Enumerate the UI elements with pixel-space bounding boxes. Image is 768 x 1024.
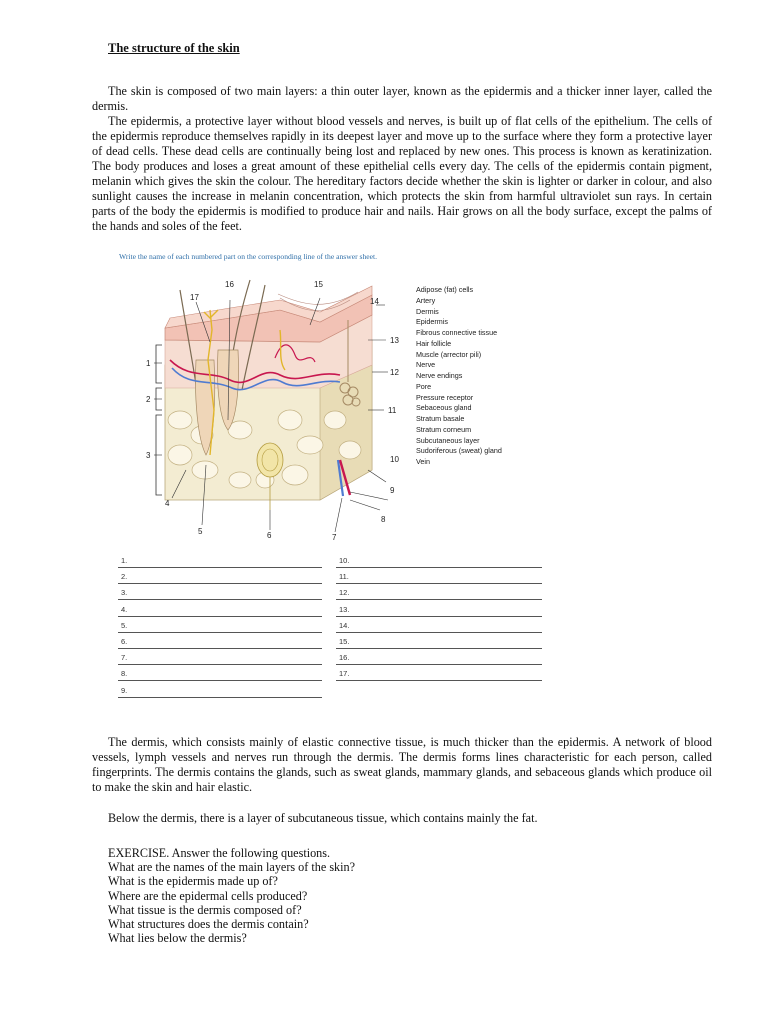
page-title: The structure of the skin: [108, 41, 240, 55]
term-item: Pore: [416, 381, 432, 391]
term-item: Sebaceous gland: [416, 403, 472, 413]
term-item: Muscle (arrector pili): [416, 349, 482, 359]
exercise-heading: EXERCISE. Answer the following questions.: [108, 846, 331, 860]
term-item: Artery: [416, 295, 436, 305]
answer-line-2[interactable]: 2.: [118, 572, 322, 582]
term-item: Hair follicle: [416, 338, 452, 348]
diagram-label-4: 4: [165, 499, 170, 508]
answer-line-8[interactable]: 8.: [118, 669, 322, 679]
term-item: Dermis: [416, 306, 439, 316]
term-item: Stratum corneum: [416, 424, 472, 434]
term-item: Fibrous connective tissue: [416, 328, 498, 337]
term-item: Adipose (fat) cells: [416, 285, 474, 294]
diagram-label-11: 11: [388, 406, 397, 415]
diagram-label-13: 13: [390, 336, 399, 345]
answer-line-7[interactable]: 7.: [118, 653, 322, 663]
answer-line-16[interactable]: 16.: [336, 653, 542, 663]
skin-cross-section-diagram: [110, 270, 410, 550]
answer-line-10[interactable]: 10.: [336, 556, 542, 566]
figure-instruction: Write the name of each numbered part on the corresponding line of the answer sheet.: [119, 252, 377, 261]
diagram-label-8: 8: [381, 515, 386, 524]
answer-line-14[interactable]: 14.: [336, 621, 542, 631]
answer-line-11[interactable]: 11.: [336, 572, 542, 582]
answer-line-6[interactable]: 6.: [118, 637, 322, 647]
diagram-label-1: 1: [146, 359, 151, 368]
term-item: Nerve: [416, 360, 436, 370]
answer-line-15[interactable]: 15.: [336, 637, 542, 647]
exercise-section: [108, 846, 355, 945]
term-list: [416, 285, 502, 468]
epidermis-text: The epidermis, a protective layer without blood vessels and nerves, is built up of flat cells of the epithelium. The cells of the epidermis reproduce themselves rapidly in its deepest layer and move up to the surface where they form a protective layer of dead cells. These dead cells are continually being lost and replaced by new ones. This process is known as keratinization. The body produces and loses a great amount of these epithelial cells every day. The cells of the epidermis contain pigment, melanin which gives the skin the colour. The hereditary factors decide whether the skin is lighter or darker in colour, and also sunlight causes the increase in melanin concentration, which protects the skin from harmful ultraviolet sun rays. In certain parts of the body the epidermis is modified to produce hair and nails. Hair grows on all the body surface, except the palms of the hands and soles of the feet.: [92, 114, 712, 233]
exercise-question: What is the epidermis made up of?: [108, 874, 278, 889]
term-item: Stratum basale: [416, 414, 465, 423]
answer-line-4[interactable]: 4.: [118, 605, 322, 615]
skin-diagram-figure: [110, 248, 550, 708]
exercise-question: What tissue is the dermis composed of?: [108, 902, 302, 917]
term-item: Subcutaneous layer: [416, 435, 480, 445]
diagram-label-17: 17: [190, 293, 199, 302]
diagram-label-2: 2: [146, 395, 151, 404]
diagram-label-5: 5: [198, 527, 203, 536]
answer-line-1[interactable]: 1.: [118, 556, 322, 566]
diagram-label-12: 12: [390, 368, 399, 377]
term-item: Epidermis: [416, 317, 448, 327]
epidermis-paragraph: [92, 114, 712, 234]
layer-brackets: [156, 345, 162, 495]
dermis-paragraph: [92, 735, 712, 795]
exercise-question: What lies below the dermis?: [108, 931, 247, 946]
answer-line-9[interactable]: 9.: [118, 686, 322, 696]
term-item: Pressure receptor: [416, 392, 474, 402]
diagram-label-15: 15: [314, 280, 323, 289]
answer-line-12[interactable]: 12.: [336, 588, 542, 598]
term-item: Sudoriferous (sweat) gland: [416, 446, 502, 456]
diagram-label-7: 7: [332, 533, 337, 542]
diagram-label-14: 14: [370, 297, 379, 306]
answer-line-3[interactable]: 3.: [118, 588, 322, 598]
diagram-label-3: 3: [146, 451, 151, 460]
intro-paragraph: [92, 84, 712, 114]
subcutaneous-paragraph: Below the dermis, there is a layer of subcutaneous tissue, which contains mainly the fat.: [108, 811, 538, 825]
answer-line-5[interactable]: 5.: [118, 621, 322, 631]
term-item: Vein: [416, 457, 430, 466]
intro-text: The skin is composed of two main layers: a thin outer layer, known as the epidermis and a thicker inner layer, called the dermis.: [92, 84, 712, 113]
diagram-label-9: 9: [390, 486, 395, 495]
exercise-question: Where are the epidermal cells produced?: [108, 888, 308, 903]
dermis-text: The dermis, which consists mainly of elastic connective tissue, is much thicker than the epidermis. A network of blood vessels, lymph vessels and nerves run through the dermis. The dermis forms lines characteristic for each person, called fingerprints. The dermis contains the glands, such as sweat glands, mammary glands, and sebaceous glands which produce oil to make the skin and hair elastic.: [92, 735, 712, 794]
diagram-label-16: 16: [225, 280, 234, 289]
exercise-question: What structures does the dermis contain?: [108, 917, 309, 932]
term-item: Nerve endings: [416, 371, 463, 380]
exercise-question: What are the names of the main layers of the skin?: [108, 860, 356, 875]
diagram-label-6: 6: [267, 531, 272, 540]
diagram-label-10: 10: [390, 455, 399, 464]
answer-line-13[interactable]: 13.: [336, 605, 542, 615]
answer-line-17[interactable]: 17.: [336, 669, 542, 679]
